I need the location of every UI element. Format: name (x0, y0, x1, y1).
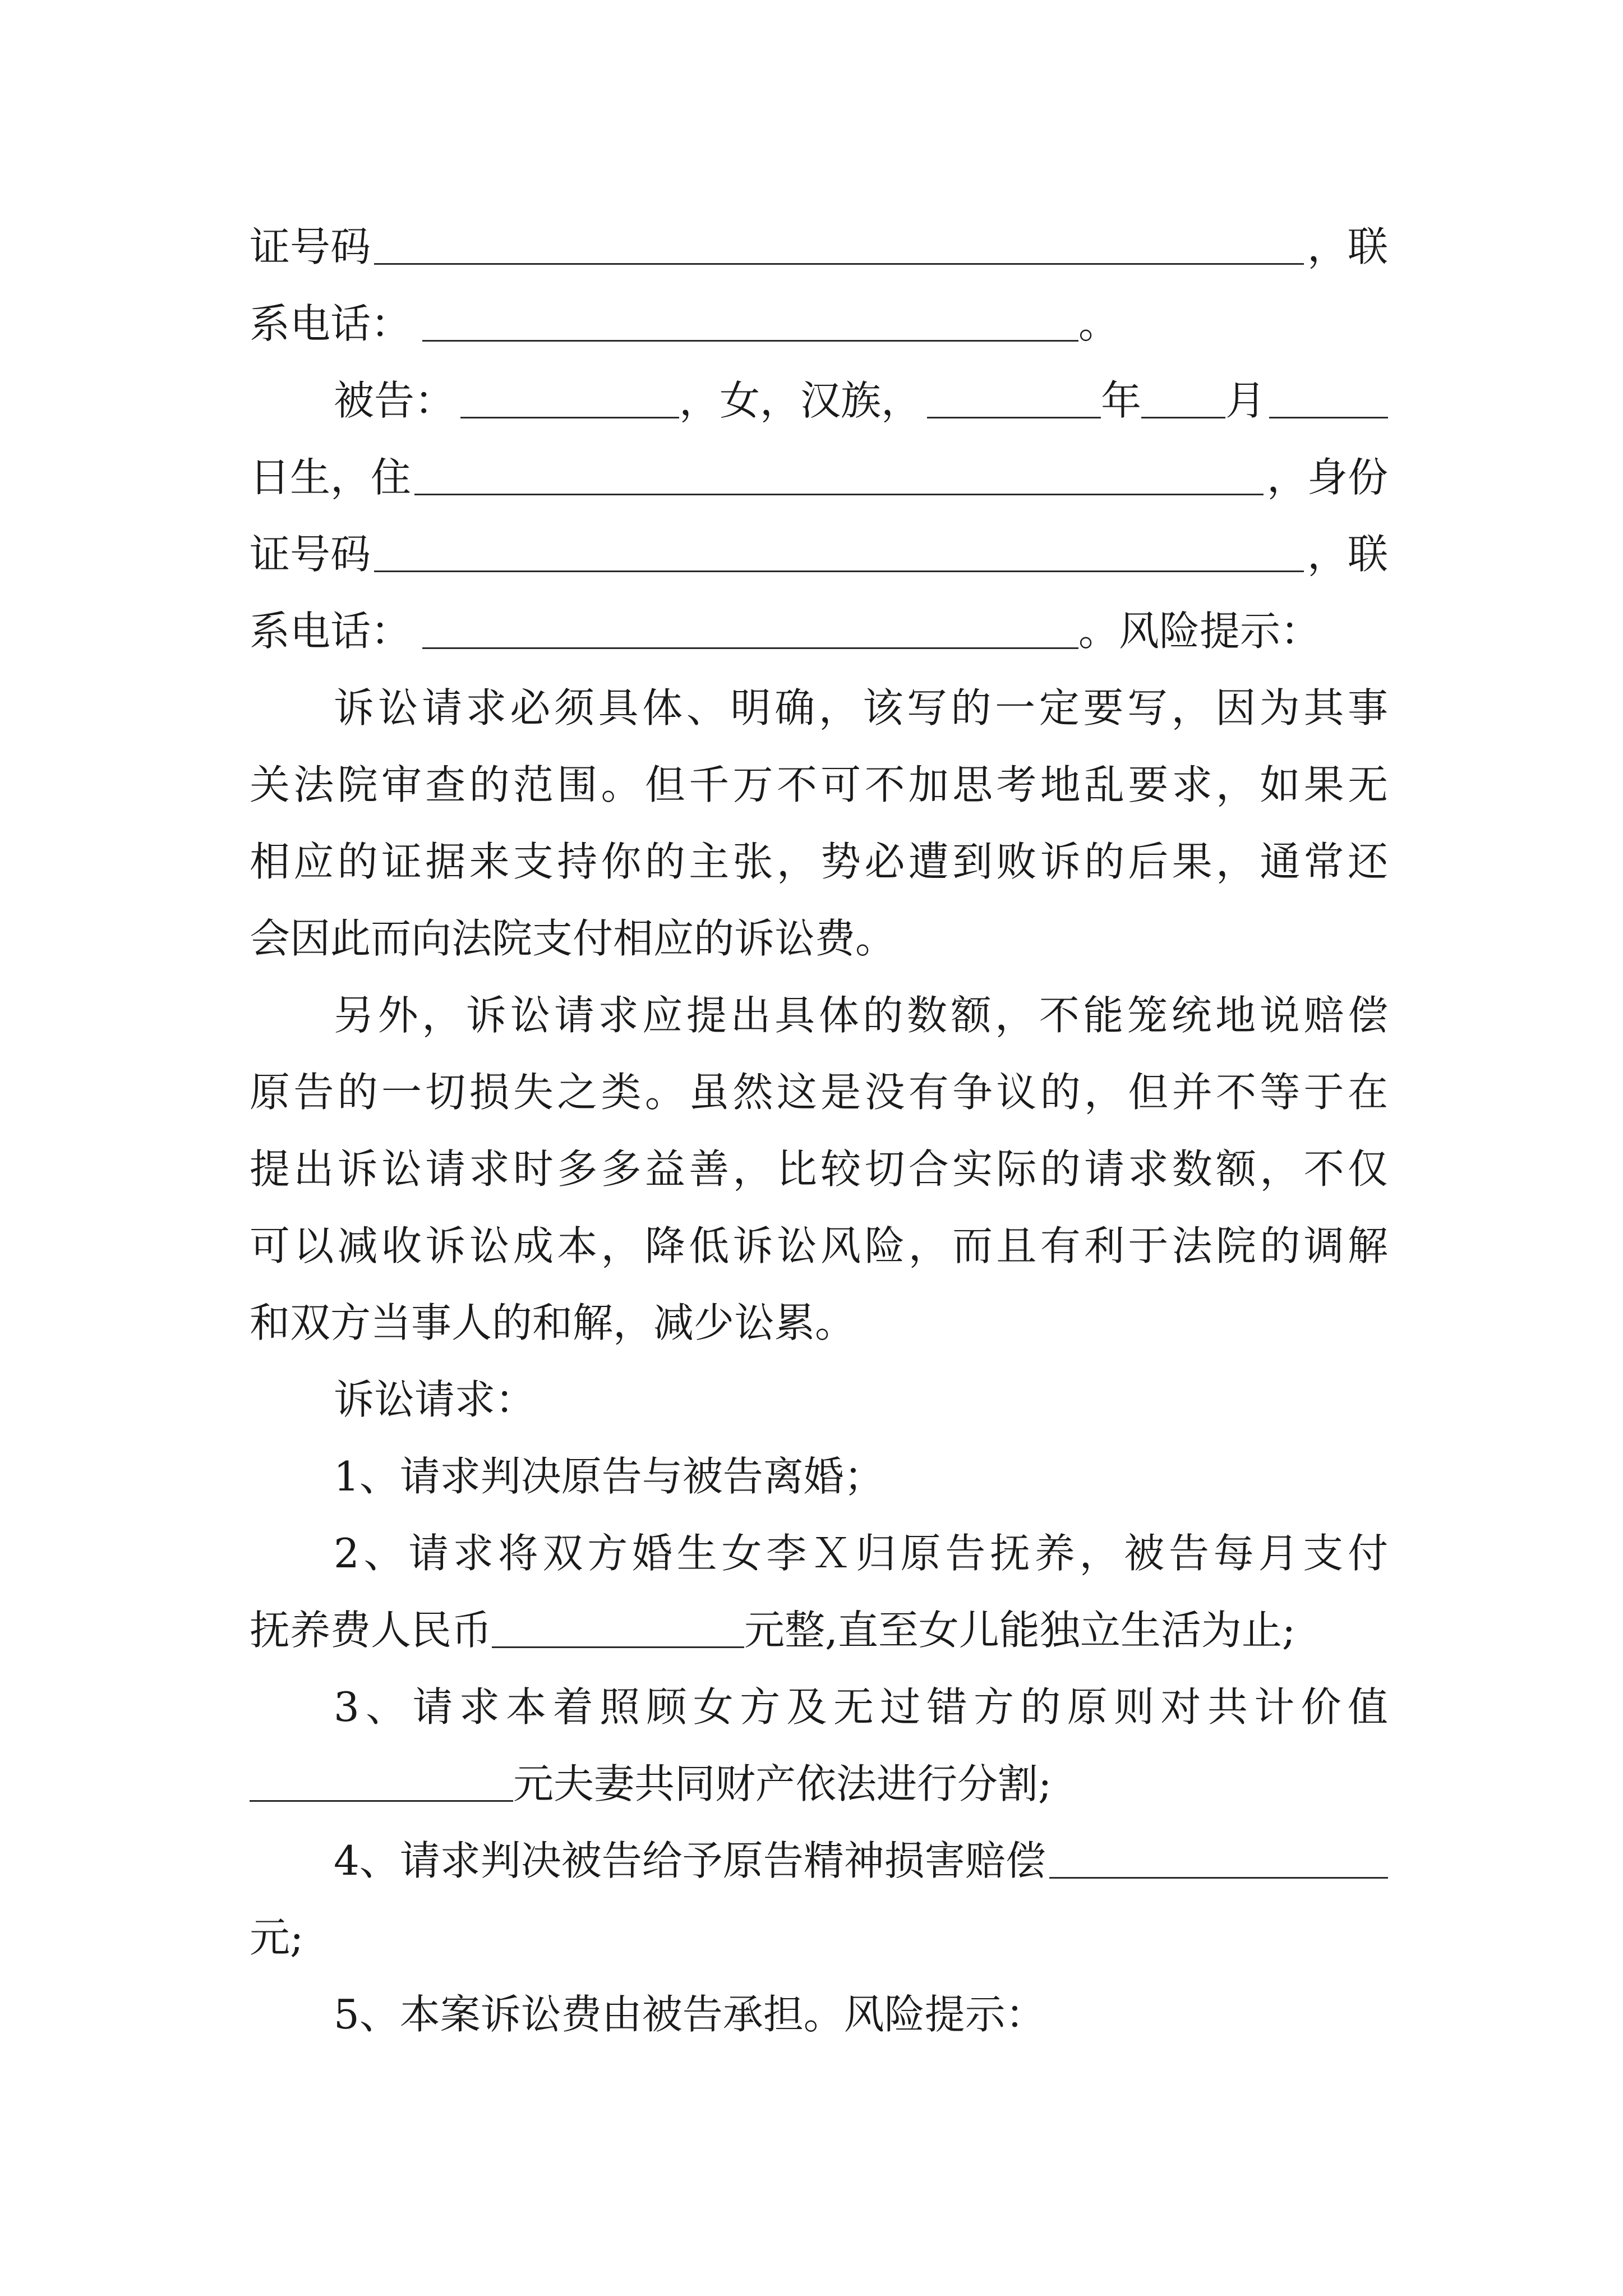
defendant-phone-end: 。风险提示： (1078, 608, 1321, 655)
claim-2-text-b1: 抚养费人民币 (250, 1607, 492, 1654)
child-support-blank (492, 1613, 744, 1648)
text-line: 相应的证据来支持你的主张，势必遭到败诉的后果，通常还 (250, 838, 1388, 885)
plaintiff-id-line (250, 209, 1388, 286)
risk-p1-l4 (250, 900, 1388, 977)
claim-3-line-2 (250, 1746, 1388, 1823)
claim-4-text-b: 元; (250, 1914, 304, 1961)
text-line: 提出诉讼请求时多多益善，比较切合实际的请求数额，不仅 (250, 1145, 1388, 1193)
defendant-label: 被告： (334, 377, 455, 424)
defendant-name-blank (460, 383, 679, 418)
claim-1 (250, 1438, 1388, 1515)
claims-heading (250, 1361, 1388, 1438)
month-blank (1141, 383, 1225, 418)
claim-3-text-a: 3、请求本着照顾女方及无过错方的原则对共计价值 (334, 1683, 1388, 1731)
claim-4-line-1 (250, 1823, 1388, 1899)
risk-p2-l4 (250, 1208, 1388, 1285)
defendant-gender: ，女，汉族， (679, 377, 922, 424)
risk-p2-l3 (250, 1131, 1388, 1208)
day-blank (1269, 383, 1388, 418)
text-line: 诉讼请求必须具体、明确，该写的一定要写，因为其事 (334, 684, 1388, 731)
defendant-id-end: ，联 (1307, 531, 1388, 578)
claim-2-line-1 (250, 1515, 1388, 1592)
claim-3-text-b: 元夫妻共同财产依法进行分割; (513, 1760, 1052, 1807)
compensation-blank (1049, 1843, 1388, 1879)
id-end: ，联 (1307, 223, 1388, 270)
id-prefix: ，身份 (1266, 454, 1388, 501)
claim-2-text-a: 2、请求将双方婚生女李Ｘ归原告抚养，被告每月支付 (334, 1530, 1388, 1577)
text-line: 可以减收诉讼成本，降低诉讼风险，而且有利于法院的调解 (250, 1222, 1388, 1269)
id-label: 证号码 (250, 223, 371, 270)
defendant-phone-label: 系电话： (250, 608, 412, 655)
plaintiff-phone-line (250, 286, 1388, 362)
claim-1-text: 1、请求判决原告与被告离婚； (334, 1453, 884, 1500)
phone-end: 。 (1078, 300, 1119, 347)
year-blank (927, 383, 1101, 418)
text-line: 和双方当事人的和解，减少讼累。 (250, 1299, 856, 1346)
year-label: 年 (1101, 377, 1142, 424)
claim-4-text-a: 4、请求判决被告给予原告精神损害赔偿 (334, 1837, 1046, 1884)
defendant-id-line (250, 516, 1388, 593)
text-line: 会因此而向法院支付相应的诉讼费。 (250, 915, 896, 962)
claim-5-text: 5、本案诉讼费由被告承担。风险提示： (334, 1991, 1046, 2038)
property-value-blank (250, 1766, 513, 1802)
text-line: 另外，诉讼请求应提出具体的数额，不能笼统地说赔偿 (334, 992, 1388, 1039)
defendant-phone-blank (422, 614, 1078, 649)
claim-5 (250, 1976, 1388, 2053)
document-body (250, 209, 1388, 2053)
phone-label: 系电话： (250, 300, 412, 347)
defendant-id-label: 证号码 (250, 531, 371, 578)
claims-heading-text: 诉讼请求： (334, 1376, 536, 1423)
risk-p2-l1 (250, 977, 1388, 1054)
claim-3-line-1 (250, 1669, 1388, 1746)
text-line: 原告的一切损失之类。虽然这是没有争议的，但并不等于在 (250, 1069, 1388, 1116)
risk-p2-l2 (250, 1054, 1388, 1131)
phone-blank (422, 306, 1078, 342)
text-line: 关法院审查的范围。但千万不可不加思考地乱要求，如果无 (250, 761, 1388, 808)
address-blank (414, 460, 1264, 495)
claim-4-line-2 (250, 1899, 1388, 1976)
month-label: 月 (1225, 377, 1266, 424)
defendant-phone-line (250, 593, 1388, 670)
defendant-line (250, 362, 1388, 439)
day-label: 日生，住 (250, 454, 412, 501)
risk-p1-l2 (250, 747, 1388, 823)
defendant-id-blank (374, 537, 1304, 572)
id-blank (374, 229, 1304, 265)
claim-2-text-b2: 元整,直至女儿能独立生活为止; (744, 1607, 1296, 1654)
risk-p2-l5 (250, 1285, 1388, 1361)
defendant-address-line (250, 439, 1388, 516)
risk-p1-l3 (250, 823, 1388, 900)
claim-2-line-2 (250, 1592, 1388, 1669)
risk-p1-l1 (250, 670, 1388, 747)
